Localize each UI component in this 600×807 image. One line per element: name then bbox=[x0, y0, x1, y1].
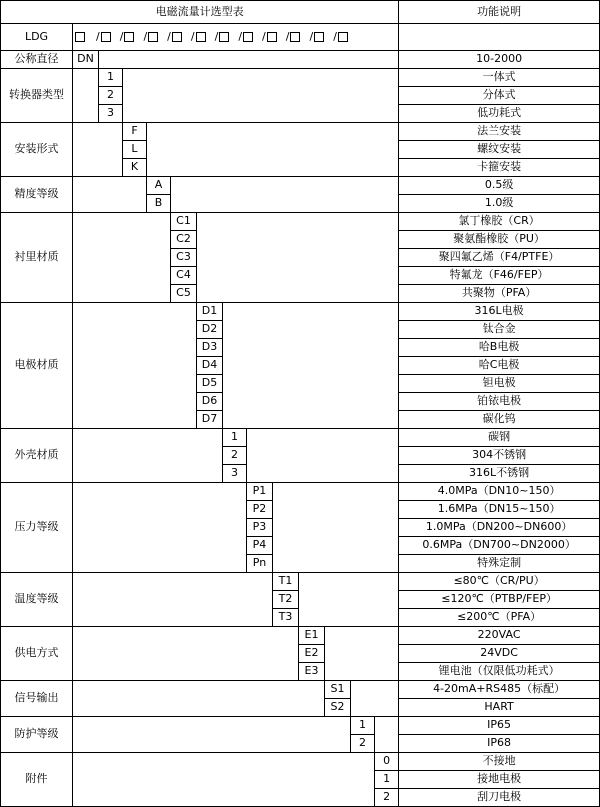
slash-glyph: / bbox=[190, 29, 195, 43]
row-label-9: 供电方式 bbox=[1, 627, 73, 681]
model-box-4 bbox=[166, 31, 182, 44]
slash-glyph: / bbox=[214, 29, 219, 43]
option-description: 1.0级 bbox=[399, 195, 600, 213]
model-box-11 bbox=[332, 31, 348, 44]
option-description: 接地电极 bbox=[399, 771, 600, 789]
row-label-6: 外壳材质 bbox=[1, 429, 73, 483]
option-code: B bbox=[147, 195, 171, 213]
option-code: S2 bbox=[325, 699, 351, 717]
table-row bbox=[1, 429, 600, 447]
option-description: IP65 bbox=[399, 717, 600, 735]
desc-header: 功能说明 bbox=[399, 1, 600, 24]
table-row bbox=[1, 717, 600, 735]
option-description: ≤120℃（PTBP/FEP） bbox=[399, 591, 600, 609]
blank-left-2 bbox=[73, 123, 123, 177]
page-title: 电磁流量计选型表 bbox=[1, 1, 399, 24]
checkbox-glyph bbox=[243, 32, 253, 42]
option-code: Pn bbox=[247, 555, 273, 573]
option-code: 0 bbox=[375, 753, 399, 771]
option-code: T3 bbox=[273, 609, 299, 627]
option-description: 铂铱电极 bbox=[399, 393, 600, 411]
option-code: DN bbox=[73, 51, 99, 69]
option-description: 特氟龙（F46/FEP） bbox=[399, 267, 600, 285]
blank-left-4 bbox=[73, 213, 171, 303]
blank-right-8 bbox=[299, 573, 399, 627]
checkbox-glyph bbox=[219, 32, 229, 42]
option-code: K bbox=[123, 159, 147, 177]
option-code: C4 bbox=[171, 267, 197, 285]
blank-right-11 bbox=[375, 717, 399, 753]
blank-left-5 bbox=[73, 303, 197, 429]
option-code: D7 bbox=[197, 411, 223, 429]
option-description: 4.0MPa（DN10~150） bbox=[399, 483, 600, 501]
model-box-8 bbox=[261, 31, 277, 44]
checkbox-glyph bbox=[314, 32, 324, 42]
row-label-8: 温度等级 bbox=[1, 573, 73, 627]
model-box-7 bbox=[237, 31, 253, 44]
option-description: 分体式 bbox=[399, 87, 600, 105]
option-code: 3 bbox=[99, 105, 123, 123]
blank-left-7 bbox=[73, 483, 247, 573]
option-code: P3 bbox=[247, 519, 273, 537]
option-description: 锂电池（仅限低功耗式） bbox=[399, 663, 600, 681]
blank-right-7 bbox=[273, 483, 399, 573]
option-description: 10-2000 bbox=[399, 51, 600, 69]
option-description: ≤80℃（CR/PU） bbox=[399, 573, 600, 591]
option-code: E2 bbox=[299, 645, 325, 663]
option-description: 4-20mA+RS485（标配） bbox=[399, 681, 600, 699]
blank-left-12 bbox=[73, 753, 375, 807]
slash-glyph: / bbox=[285, 29, 290, 43]
model-symbols bbox=[73, 31, 398, 44]
table-row bbox=[1, 303, 600, 321]
slash-glyph: / bbox=[119, 29, 124, 43]
model-symbol-string bbox=[73, 24, 399, 51]
blank-left-11 bbox=[73, 717, 351, 753]
option-description: 1.6MPa（DN15~150） bbox=[399, 501, 600, 519]
table-row bbox=[1, 51, 600, 69]
option-code: D5 bbox=[197, 375, 223, 393]
checkbox-glyph bbox=[338, 32, 348, 42]
blank-right-3 bbox=[171, 177, 399, 213]
option-code: 2 bbox=[99, 87, 123, 105]
option-code: C3 bbox=[171, 249, 197, 267]
option-code: C2 bbox=[171, 231, 197, 249]
model-box-0 bbox=[75, 32, 85, 42]
table-row bbox=[1, 213, 600, 231]
option-code: D4 bbox=[197, 357, 223, 375]
option-code: 1 bbox=[99, 69, 123, 87]
checkbox-glyph bbox=[124, 32, 134, 42]
slash-glyph: / bbox=[96, 29, 100, 43]
option-code: A bbox=[147, 177, 171, 195]
blank-right-0 bbox=[99, 51, 399, 69]
table-row bbox=[1, 177, 600, 195]
row-label-1: 转换器类型 bbox=[1, 69, 73, 123]
model-box-9 bbox=[285, 31, 301, 44]
table-row bbox=[1, 753, 600, 771]
model-box-1 bbox=[95, 31, 111, 44]
option-description: 聚氨酯橡胶（PU） bbox=[399, 231, 600, 249]
slash-glyph: / bbox=[238, 29, 243, 43]
option-description: 316L电极 bbox=[399, 303, 600, 321]
row-label-4: 衬里材质 bbox=[1, 213, 73, 303]
table-row bbox=[1, 681, 600, 699]
option-code: P4 bbox=[247, 537, 273, 555]
option-description: 220VAC bbox=[399, 627, 600, 645]
option-code: L bbox=[123, 141, 147, 159]
option-description: 1.0MPa（DN200~DN600） bbox=[399, 519, 600, 537]
option-code: D3 bbox=[197, 339, 223, 357]
blank-right-4 bbox=[197, 213, 399, 303]
option-description: IP68 bbox=[399, 735, 600, 753]
checkbox-glyph bbox=[172, 32, 182, 42]
option-description: 聚四氟乙烯（F4/PTFE） bbox=[399, 249, 600, 267]
blank-right-1 bbox=[123, 69, 399, 123]
option-description: 钛合金 bbox=[399, 321, 600, 339]
model-desc-blank bbox=[399, 24, 600, 51]
blank-left-8 bbox=[73, 573, 273, 627]
checkbox-glyph bbox=[75, 32, 85, 42]
blank-right-2 bbox=[147, 123, 399, 177]
option-description: 刮刀电极 bbox=[399, 789, 600, 807]
option-code: E1 bbox=[299, 627, 325, 645]
model-box-2 bbox=[119, 31, 135, 44]
checkbox-glyph bbox=[148, 32, 158, 42]
table-title-row bbox=[1, 1, 600, 24]
option-description: 24VDC bbox=[399, 645, 600, 663]
blank-left-1 bbox=[73, 69, 99, 123]
option-code: T1 bbox=[273, 573, 299, 591]
row-label-11: 防护等级 bbox=[1, 717, 73, 753]
option-code: S1 bbox=[325, 681, 351, 699]
blank-left-3 bbox=[73, 177, 147, 213]
model-box-5 bbox=[190, 31, 206, 44]
row-label-12: 附件 bbox=[1, 753, 73, 807]
option-description: 特殊定制 bbox=[399, 555, 600, 573]
slash-glyph: / bbox=[262, 29, 266, 43]
option-code: D6 bbox=[197, 393, 223, 411]
table-row bbox=[1, 69, 600, 87]
option-code: C1 bbox=[171, 213, 197, 231]
option-code: 2 bbox=[351, 735, 375, 753]
row-label-7: 压力等级 bbox=[1, 483, 73, 573]
slash-glyph: / bbox=[309, 29, 314, 43]
blank-left-9 bbox=[73, 627, 299, 681]
table-body bbox=[1, 1, 600, 807]
option-code: D1 bbox=[197, 303, 223, 321]
row-label-0: 公称直径 bbox=[1, 51, 73, 69]
blank-left-6 bbox=[73, 429, 223, 483]
model-prefix: LDG bbox=[1, 24, 73, 51]
option-code: D2 bbox=[197, 321, 223, 339]
option-description: 316L不锈钢 bbox=[399, 465, 600, 483]
option-description: 低功耗式 bbox=[399, 105, 600, 123]
option-description: 碳化钨 bbox=[399, 411, 600, 429]
checkbox-glyph bbox=[196, 32, 206, 42]
model-box-6 bbox=[214, 31, 230, 44]
checkbox-glyph bbox=[267, 32, 277, 42]
option-description: 0.5级 bbox=[399, 177, 600, 195]
row-label-10: 信号输出 bbox=[1, 681, 73, 717]
option-description: 哈B电极 bbox=[399, 339, 600, 357]
option-description: 不接地 bbox=[399, 753, 600, 771]
option-code: 1 bbox=[375, 771, 399, 789]
option-description: 共聚物（PFA） bbox=[399, 285, 600, 303]
option-code: 1 bbox=[351, 717, 375, 735]
blank-right-9 bbox=[325, 627, 399, 681]
blank-left-10 bbox=[73, 681, 325, 717]
option-code: P2 bbox=[247, 501, 273, 519]
row-label-5: 电极材质 bbox=[1, 303, 73, 429]
option-description: 卡箍安装 bbox=[399, 159, 600, 177]
option-code: F bbox=[123, 123, 147, 141]
option-description: ≤200℃（PFA） bbox=[399, 609, 600, 627]
option-description: 0.6MPa（DN700~DN2000） bbox=[399, 537, 600, 555]
option-description: 一体式 bbox=[399, 69, 600, 87]
model-string-row bbox=[1, 24, 600, 51]
option-code: 3 bbox=[223, 465, 247, 483]
row-label-3: 精度等级 bbox=[1, 177, 73, 213]
option-code: 2 bbox=[223, 447, 247, 465]
option-code: 2 bbox=[375, 789, 399, 807]
option-code: P1 bbox=[247, 483, 273, 501]
option-description: 法兰安装 bbox=[399, 123, 600, 141]
option-description: HART bbox=[399, 699, 600, 717]
option-description: 钽电极 bbox=[399, 375, 600, 393]
option-description: 螺纹安装 bbox=[399, 141, 600, 159]
slash-glyph: / bbox=[143, 29, 148, 43]
option-description: 哈C电极 bbox=[399, 357, 600, 375]
option-code: C5 bbox=[171, 285, 197, 303]
row-label-2: 安装形式 bbox=[1, 123, 73, 177]
option-description: 氯丁橡胶（CR） bbox=[399, 213, 600, 231]
model-box-3 bbox=[142, 31, 158, 44]
slash-glyph: / bbox=[167, 29, 171, 43]
option-description: 碳钢 bbox=[399, 429, 600, 447]
slash-glyph: / bbox=[333, 29, 337, 43]
table-row bbox=[1, 483, 600, 501]
checkbox-glyph bbox=[101, 32, 111, 42]
option-code: E3 bbox=[299, 663, 325, 681]
option-code: T2 bbox=[273, 591, 299, 609]
table-row bbox=[1, 627, 600, 645]
model-box-10 bbox=[308, 31, 324, 44]
option-description: 304不锈钢 bbox=[399, 447, 600, 465]
checkbox-glyph bbox=[290, 32, 300, 42]
blank-right-10 bbox=[351, 681, 399, 717]
blank-right-5 bbox=[223, 303, 399, 429]
option-code: 1 bbox=[223, 429, 247, 447]
table-row bbox=[1, 573, 600, 591]
table-row bbox=[1, 123, 600, 141]
blank-right-6 bbox=[247, 429, 399, 483]
